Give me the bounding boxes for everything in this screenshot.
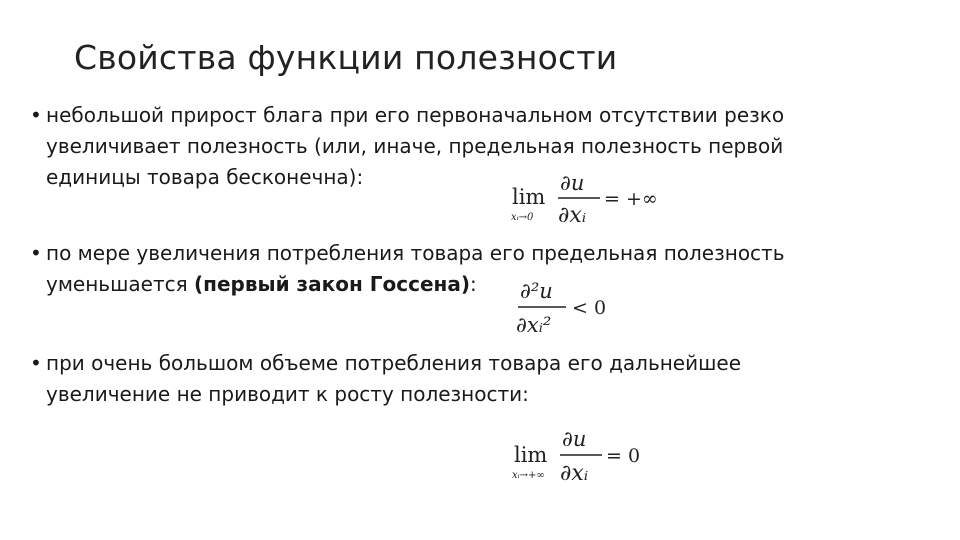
slide-title: Свойства функции полезности [74, 38, 618, 77]
formula-limit-zero [510, 424, 650, 490]
bullet-text: небольшой прирост блага при его первоначальном отсутствии резко увеличивает полезность (или, иначе, предельная полезность первой единицы товара бесконечна): [46, 103, 785, 189]
bullet-item-1 [30, 100, 784, 193]
bullet-dot: • [30, 241, 42, 265]
formula-rhs: = 0 [606, 445, 641, 467]
bullet-dot: • [30, 103, 42, 127]
fraction-denominator: ∂xᵢ [558, 203, 587, 228]
formula-second-derivative [514, 276, 624, 342]
fraction-denominator: ∂xᵢ [560, 461, 589, 486]
lim-subscript: xᵢ→0 [511, 212, 534, 223]
fraction-numerator: ∂u [562, 427, 587, 451]
fraction-numerator: ∂²u [520, 279, 553, 303]
formula-limit-infinite [508, 168, 668, 232]
bullet-dot: • [30, 351, 42, 375]
formula-rhs: < 0 [572, 297, 607, 319]
formula-rhs: = +∞ [604, 188, 658, 210]
bullet-item-3 [30, 348, 741, 410]
lim-operator: lim [512, 185, 546, 209]
lim-subscript: xᵢ→+∞ [512, 470, 545, 481]
bullet-text-line1: по мере увеличения потребления товара его предельная полезность [46, 241, 785, 265]
fraction-denominator: ∂xᵢ² [516, 313, 552, 337]
bullet-text-suffix: : [470, 272, 477, 296]
bullet-text [46, 238, 785, 300]
gossen-law-label: (первый закон Госсена) [194, 272, 470, 296]
lim-operator: lim [514, 443, 548, 467]
bullet-text: при очень большом объеме потребления товара его дальнейшее увеличение не приводит к росту полезности: [46, 351, 742, 406]
bullet-text-prefix: уменьшается [46, 272, 194, 296]
fraction-numerator: ∂u [560, 171, 585, 195]
bullet-item-2 [30, 238, 785, 300]
